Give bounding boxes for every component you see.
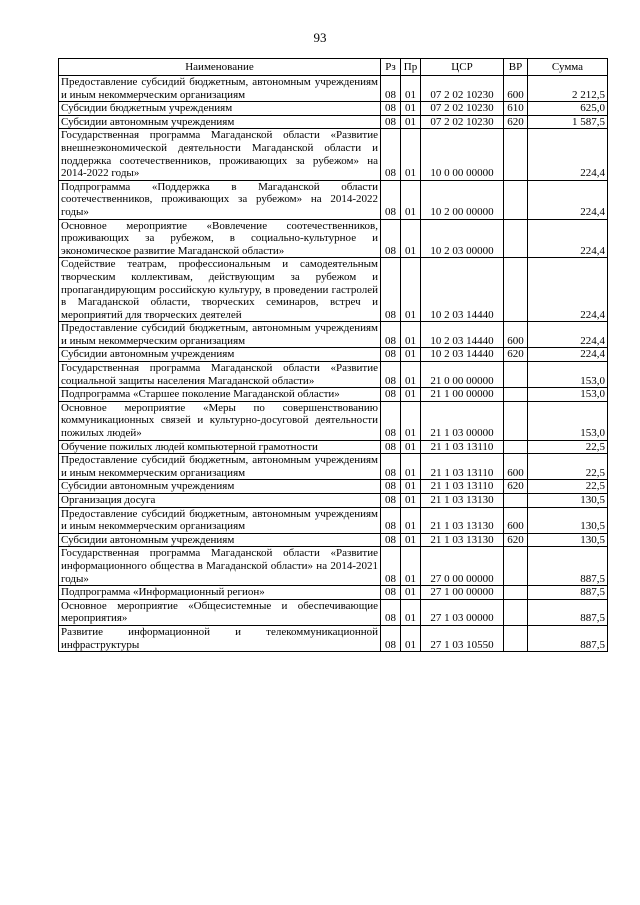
table-row xyxy=(59,454,608,480)
cell-vr xyxy=(504,494,528,508)
cell-pr: 01 xyxy=(401,115,421,129)
table-row xyxy=(59,76,608,102)
cell-name: Предоставление субсидий бюджетным, автономным учреждениям и иным некоммерческим организациям xyxy=(59,454,381,480)
cell-pr: 01 xyxy=(401,388,421,402)
cell-pr: 01 xyxy=(401,440,421,454)
table-row xyxy=(59,401,608,440)
cell-vr: 600 xyxy=(504,454,528,480)
cell-vr xyxy=(504,129,528,180)
table-row xyxy=(59,322,608,348)
cell-sum: 224,4 xyxy=(528,180,608,219)
cell-vr: 610 xyxy=(504,102,528,116)
cell-pr: 01 xyxy=(401,480,421,494)
table-row xyxy=(59,129,608,180)
cell-name: Государственная программа Магаданской области «Развитие внешнеэкономической деятельности Магаданской области и поддержка соотечественников, проживающих за рубежом» на 2014-2022 годы» xyxy=(59,129,381,180)
cell-csr: 10 2 03 14440 xyxy=(421,322,504,348)
cell-name: Государственная программа Магаданской области «Развитие социальной защиты населения Магаданской области» xyxy=(59,362,381,388)
cell-name: Предоставление субсидий бюджетным, автономным учреждениям и иным некоммерческим организациям xyxy=(59,507,381,533)
cell-vr xyxy=(504,362,528,388)
cell-pr: 01 xyxy=(401,76,421,102)
cell-vr: 620 xyxy=(504,115,528,129)
header-row xyxy=(59,59,608,76)
cell-pr: 01 xyxy=(401,258,421,322)
cell-pr: 01 xyxy=(401,454,421,480)
cell-rz: 08 xyxy=(381,599,401,625)
cell-name: Субсидии автономным учреждениям xyxy=(59,533,381,547)
table-row xyxy=(59,219,608,258)
cell-csr: 21 1 00 00000 xyxy=(421,388,504,402)
cell-vr xyxy=(504,547,528,586)
cell-vr: 600 xyxy=(504,507,528,533)
cell-csr: 27 1 03 10550 xyxy=(421,625,504,651)
cell-pr: 01 xyxy=(401,180,421,219)
header-name: Наименование xyxy=(59,59,381,76)
cell-csr: 07 2 02 10230 xyxy=(421,76,504,102)
cell-pr: 01 xyxy=(401,507,421,533)
cell-csr: 21 1 03 13110 xyxy=(421,480,504,494)
table-row xyxy=(59,348,608,362)
table-row xyxy=(59,258,608,322)
cell-csr: 10 2 03 14440 xyxy=(421,348,504,362)
cell-csr: 21 1 03 00000 xyxy=(421,401,504,440)
table-row xyxy=(59,388,608,402)
cell-pr: 01 xyxy=(401,219,421,258)
cell-name: Основное мероприятие «Общесистемные и обеспечивающие мероприятия» xyxy=(59,599,381,625)
cell-sum: 887,5 xyxy=(528,599,608,625)
cell-sum: 224,4 xyxy=(528,322,608,348)
cell-sum: 1 587,5 xyxy=(528,115,608,129)
cell-csr: 27 1 00 00000 xyxy=(421,586,504,600)
cell-sum: 224,4 xyxy=(528,219,608,258)
cell-vr: 600 xyxy=(504,76,528,102)
table-row xyxy=(59,180,608,219)
cell-sum: 153,0 xyxy=(528,401,608,440)
cell-pr: 01 xyxy=(401,129,421,180)
cell-pr: 01 xyxy=(401,625,421,651)
cell-sum: 22,5 xyxy=(528,480,608,494)
cell-csr: 27 0 00 00000 xyxy=(421,547,504,586)
table-row xyxy=(59,586,608,600)
cell-sum: 224,4 xyxy=(528,258,608,322)
cell-rz: 08 xyxy=(381,625,401,651)
cell-pr: 01 xyxy=(401,586,421,600)
cell-sum: 22,5 xyxy=(528,440,608,454)
cell-sum: 153,0 xyxy=(528,362,608,388)
cell-name: Основное мероприятие «Вовлечение соотечественников, проживающих за рубежом, в социально-культурное и экономическое развитие Магаданской области» xyxy=(59,219,381,258)
header-vr: ВР xyxy=(504,59,528,76)
cell-vr xyxy=(504,219,528,258)
cell-pr: 01 xyxy=(401,102,421,116)
header-rz: Рз xyxy=(381,59,401,76)
cell-rz: 08 xyxy=(381,115,401,129)
cell-csr: 10 2 03 14440 xyxy=(421,258,504,322)
table-row xyxy=(59,547,608,586)
cell-rz: 08 xyxy=(381,480,401,494)
cell-rz: 08 xyxy=(381,258,401,322)
cell-csr: 21 0 00 00000 xyxy=(421,362,504,388)
cell-pr: 01 xyxy=(401,362,421,388)
table-row xyxy=(59,494,608,508)
cell-sum: 887,5 xyxy=(528,547,608,586)
cell-vr xyxy=(504,258,528,322)
cell-name: Развитие информационной и телекоммуникационной инфраструктуры xyxy=(59,625,381,651)
cell-sum: 625,0 xyxy=(528,102,608,116)
cell-sum: 130,5 xyxy=(528,533,608,547)
cell-rz: 08 xyxy=(381,507,401,533)
table-row xyxy=(59,102,608,116)
cell-csr: 07 2 02 10230 xyxy=(421,115,504,129)
cell-sum: 887,5 xyxy=(528,586,608,600)
cell-csr: 21 1 03 13130 xyxy=(421,494,504,508)
cell-sum: 224,4 xyxy=(528,129,608,180)
cell-sum: 887,5 xyxy=(528,625,608,651)
table-row xyxy=(59,625,608,651)
cell-pr: 01 xyxy=(401,599,421,625)
cell-vr xyxy=(504,180,528,219)
table-row xyxy=(59,533,608,547)
cell-vr: 620 xyxy=(504,348,528,362)
cell-rz: 08 xyxy=(381,547,401,586)
cell-name: Обучение пожилых людей компьютерной грамотности xyxy=(59,440,381,454)
header-pr: Пр xyxy=(401,59,421,76)
cell-sum: 2 212,5 xyxy=(528,76,608,102)
cell-csr: 10 2 03 00000 xyxy=(421,219,504,258)
cell-csr: 21 1 03 13110 xyxy=(421,454,504,480)
cell-rz: 08 xyxy=(381,322,401,348)
cell-csr: 10 2 00 00000 xyxy=(421,180,504,219)
cell-name: Подпрограмма «Информационный регион» xyxy=(59,586,381,600)
cell-rz: 08 xyxy=(381,362,401,388)
cell-vr xyxy=(504,599,528,625)
table-row xyxy=(59,362,608,388)
cell-name: Основное мероприятие «Меры по совершенствованию коммуникационных связей и культурно-досуговой деятельности пожилых людей» xyxy=(59,401,381,440)
table-row xyxy=(59,480,608,494)
cell-rz: 08 xyxy=(381,180,401,219)
cell-csr: 21 1 03 13130 xyxy=(421,533,504,547)
cell-name: Подпрограмма «Старшее поколение Магаданской области» xyxy=(59,388,381,402)
cell-vr xyxy=(504,440,528,454)
cell-pr: 01 xyxy=(401,533,421,547)
cell-sum: 22,5 xyxy=(528,454,608,480)
cell-name: Субсидии автономным учреждениям xyxy=(59,480,381,494)
cell-sum: 130,5 xyxy=(528,494,608,508)
cell-pr: 01 xyxy=(401,401,421,440)
cell-csr: 21 1 03 13110 xyxy=(421,440,504,454)
cell-sum: 153,0 xyxy=(528,388,608,402)
cell-rz: 08 xyxy=(381,348,401,362)
cell-rz: 08 xyxy=(381,219,401,258)
cell-rz: 08 xyxy=(381,454,401,480)
cell-pr: 01 xyxy=(401,348,421,362)
table-row xyxy=(59,440,608,454)
cell-rz: 08 xyxy=(381,533,401,547)
cell-vr: 620 xyxy=(504,533,528,547)
cell-name: Субсидии автономным учреждениям xyxy=(59,115,381,129)
cell-name: Предоставление субсидий бюджетным, автономным учреждениям и иным некоммерческим организациям xyxy=(59,322,381,348)
cell-pr: 01 xyxy=(401,322,421,348)
cell-sum: 130,5 xyxy=(528,507,608,533)
cell-rz: 08 xyxy=(381,388,401,402)
cell-vr xyxy=(504,388,528,402)
cell-csr: 10 0 00 00000 xyxy=(421,129,504,180)
cell-name: Субсидии бюджетным учреждениям xyxy=(59,102,381,116)
cell-rz: 08 xyxy=(381,586,401,600)
cell-name: Организация досуга xyxy=(59,494,381,508)
cell-rz: 08 xyxy=(381,76,401,102)
cell-vr: 620 xyxy=(504,480,528,494)
cell-vr xyxy=(504,401,528,440)
header-csr: ЦСР xyxy=(421,59,504,76)
budget-table xyxy=(58,58,608,652)
cell-vr: 600 xyxy=(504,322,528,348)
header-sum: Сумма xyxy=(528,59,608,76)
cell-sum: 224,4 xyxy=(528,348,608,362)
cell-rz: 08 xyxy=(381,401,401,440)
cell-vr xyxy=(504,586,528,600)
cell-name: Государственная программа Магаданской области «Развитие информационного общества в Магаданской области» на 2014-2021 годы» xyxy=(59,547,381,586)
cell-csr: 27 1 03 00000 xyxy=(421,599,504,625)
cell-name: Подпрограмма «Поддержка в Магаданской области соотечественников, проживающих за рубежом» на 2014-2022 годы» xyxy=(59,180,381,219)
cell-rz: 08 xyxy=(381,102,401,116)
cell-pr: 01 xyxy=(401,547,421,586)
cell-name: Предоставление субсидий бюджетным, автономным учреждениям и иным некоммерческим организациям xyxy=(59,76,381,102)
cell-rz: 08 xyxy=(381,129,401,180)
cell-csr: 07 2 02 10230 xyxy=(421,102,504,116)
page-number: 93 xyxy=(313,30,327,45)
cell-rz: 08 xyxy=(381,494,401,508)
cell-name: Субсидии автономным учреждениям xyxy=(59,348,381,362)
cell-name: Содействие театрам, профессиональным и самодеятельным творческим коллективам, действующим за рубежом и пропагандирующим российскую культуру, в проведении гастролей в Магаданской области, творческих семинаров, встреч и мероприятий для творческих деятелей xyxy=(59,258,381,322)
table-row xyxy=(59,507,608,533)
cell-vr xyxy=(504,625,528,651)
cell-csr: 21 1 03 13130 xyxy=(421,507,504,533)
cell-rz: 08 xyxy=(381,440,401,454)
table-row xyxy=(59,599,608,625)
cell-pr: 01 xyxy=(401,494,421,508)
table-row xyxy=(59,115,608,129)
